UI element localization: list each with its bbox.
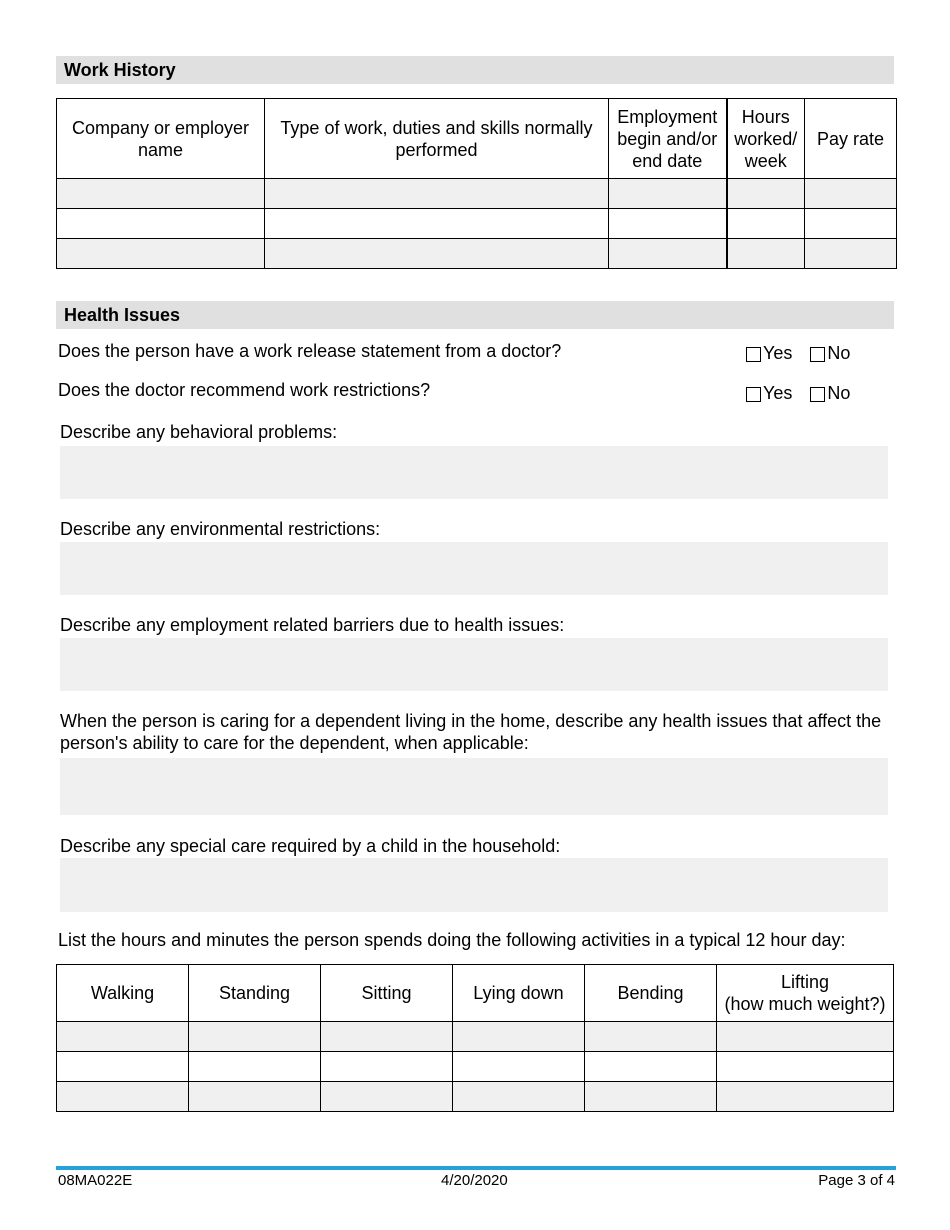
- work-history-cell[interactable]: [265, 209, 609, 239]
- environmental-restrictions-label: Describe any environmental restrictions:: [60, 519, 381, 539]
- work-history-cell[interactable]: [805, 179, 897, 209]
- work-history-heading: Work History: [56, 56, 894, 84]
- dependent-care-field[interactable]: [60, 758, 888, 815]
- activity-cell[interactable]: [453, 1082, 585, 1112]
- activity-cell[interactable]: [585, 1082, 717, 1112]
- work-history-table: [56, 98, 897, 269]
- work-history-cell[interactable]: [57, 239, 265, 269]
- work-history-cell[interactable]: [805, 209, 897, 239]
- work-history-cell[interactable]: [57, 209, 265, 239]
- work-history-cell[interactable]: [609, 179, 727, 209]
- work-history-col-dates: Employment begin and/or end date: [609, 99, 727, 179]
- work-history-col-employer: Company or employer name: [57, 99, 265, 179]
- activity-col-lying-down: Lying down: [453, 965, 585, 1022]
- activity-cell[interactable]: [189, 1022, 321, 1052]
- activity-cell[interactable]: [189, 1052, 321, 1082]
- work-history-cell[interactable]: [727, 239, 805, 269]
- table-row: [57, 1022, 894, 1052]
- health-issues-heading: Health Issues: [56, 301, 894, 329]
- employment-barriers-field[interactable]: [60, 638, 888, 691]
- work-history-cell[interactable]: [57, 179, 265, 209]
- activity-cell[interactable]: [321, 1022, 453, 1052]
- question-work-release: Does the person have a work release statement from a doctor?: [58, 341, 562, 361]
- work-history-col-pay: Pay rate: [805, 99, 897, 179]
- work-release-yes-checkbox[interactable]: [746, 347, 761, 362]
- activity-col-walking: Walking: [57, 965, 189, 1022]
- table-row: [57, 1052, 894, 1082]
- yes-label: Yes: [763, 343, 793, 363]
- activity-cell[interactable]: [57, 1082, 189, 1112]
- work-history-cell[interactable]: [727, 209, 805, 239]
- yes-label: Yes: [763, 383, 793, 403]
- employment-barriers-label: Describe any employment related barriers due to health issues:: [60, 615, 565, 635]
- activity-cell[interactable]: [453, 1052, 585, 1082]
- activity-cell[interactable]: [717, 1052, 894, 1082]
- behavioral-problems-label: Describe any behavioral problems:: [60, 422, 338, 442]
- activity-cell[interactable]: [321, 1082, 453, 1112]
- work-history-col-hours: Hours worked/ week: [727, 99, 805, 179]
- question-work-restrictions: Does the doctor recommend work restrictions?: [58, 380, 431, 400]
- work-release-no-checkbox[interactable]: [810, 347, 825, 362]
- activity-col-sitting: Sitting: [321, 965, 453, 1022]
- child-special-care-field[interactable]: [60, 858, 888, 912]
- no-label: No: [827, 383, 851, 403]
- activities-intro: List the hours and minutes the person spends doing the following activities in a typical 12 hour day:: [58, 930, 846, 950]
- work-history-cell[interactable]: [265, 239, 609, 269]
- work-release-options: [746, 343, 850, 364]
- activity-cell[interactable]: [57, 1052, 189, 1082]
- activities-table: [56, 964, 894, 1112]
- footer-page-number: Page 3 of 4: [818, 1172, 895, 1189]
- child-special-care-label: Describe any special care required by a child in the household:: [60, 836, 561, 856]
- footer-rule: [56, 1166, 896, 1170]
- work-history-cell[interactable]: [265, 179, 609, 209]
- work-history-cell[interactable]: [805, 239, 897, 269]
- footer-form-id: 08MA022E: [58, 1172, 133, 1189]
- no-label: No: [827, 343, 851, 363]
- activity-cell[interactable]: [585, 1022, 717, 1052]
- activity-cell[interactable]: [585, 1052, 717, 1082]
- dependent-care-label: When the person is caring for a dependent living in the home, describe any health issues that affect the person's ability to care for the dependent, when applicable:: [60, 711, 882, 753]
- activity-cell[interactable]: [717, 1022, 894, 1052]
- activity-col-lifting: Lifting (how much weight?): [717, 965, 894, 1022]
- activity-cell[interactable]: [717, 1082, 894, 1112]
- behavioral-problems-field[interactable]: [60, 446, 888, 499]
- table-row: [57, 1082, 894, 1112]
- table-row: [57, 209, 897, 239]
- activity-cell[interactable]: [321, 1052, 453, 1082]
- work-history-cell[interactable]: [609, 239, 727, 269]
- work-history-col-duties: Type of work, duties and skills normally performed: [265, 99, 609, 179]
- work-history-cell[interactable]: [609, 209, 727, 239]
- activity-col-standing: Standing: [189, 965, 321, 1022]
- footer-date: 4/20/2020: [441, 1172, 508, 1189]
- environmental-restrictions-field[interactable]: [60, 542, 888, 595]
- activity-cell[interactable]: [189, 1082, 321, 1112]
- table-row: [57, 239, 897, 269]
- activity-col-bending: Bending: [585, 965, 717, 1022]
- activity-cell[interactable]: [453, 1022, 585, 1052]
- work-history-cell[interactable]: [727, 179, 805, 209]
- table-row: [57, 179, 897, 209]
- work-restrictions-options: [746, 383, 850, 404]
- work-restrictions-no-checkbox[interactable]: [810, 387, 825, 402]
- activity-cell[interactable]: [57, 1022, 189, 1052]
- work-restrictions-yes-checkbox[interactable]: [746, 387, 761, 402]
